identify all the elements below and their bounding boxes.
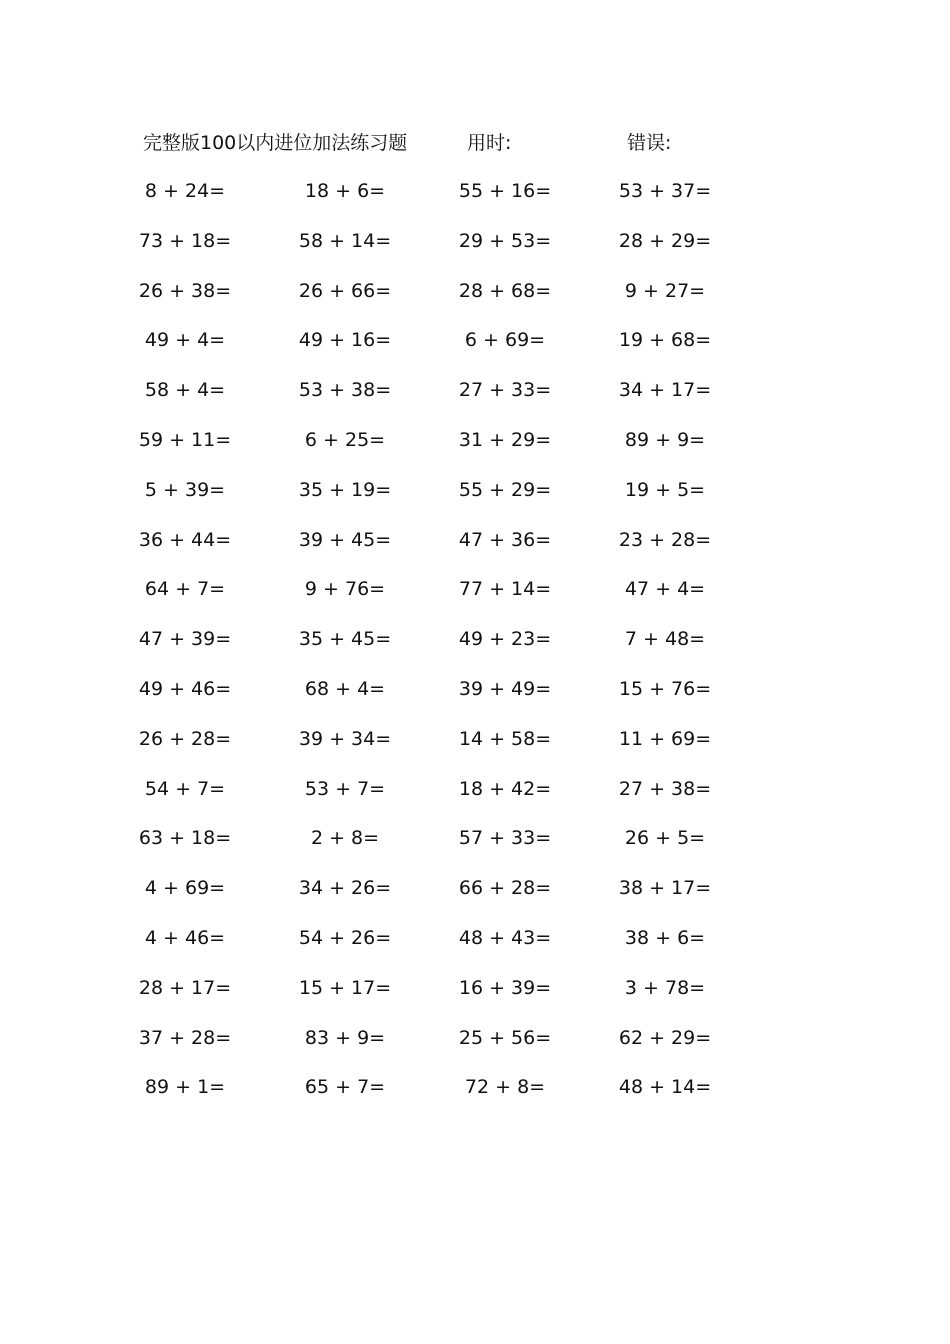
problem-item: 89 + 1= <box>144 1076 226 1099</box>
problem-grid <box>0 176 950 1122</box>
problem-row <box>0 525 950 575</box>
problem-row <box>0 923 950 973</box>
problem-item: 59 + 11= <box>138 428 232 451</box>
problem-item: 23 + 28= <box>618 528 712 551</box>
problem-item: 18 + 42= <box>458 777 552 800</box>
problem-item: 65 + 7= <box>304 1076 386 1099</box>
problem-item: 34 + 17= <box>618 379 712 402</box>
problem-item: 63 + 18= <box>138 827 232 850</box>
problem-item: 4 + 69= <box>144 877 226 900</box>
problem-item: 54 + 7= <box>144 777 226 800</box>
problem-item: 89 + 9= <box>624 428 706 451</box>
problem-item: 8 + 24= <box>144 180 226 202</box>
problem-item: 66 + 28= <box>458 877 552 900</box>
problem-row <box>0 425 950 475</box>
problem-item: 49 + 46= <box>138 677 232 700</box>
problem-item: 83 + 9= <box>304 1026 386 1049</box>
time-label: 用时: <box>467 132 512 154</box>
problem-item: 35 + 19= <box>298 478 392 501</box>
problem-item: 25 + 56= <box>458 1026 552 1049</box>
problem-item: 55 + 16= <box>458 180 552 202</box>
problem-row <box>0 226 950 276</box>
problem-item: 53 + 37= <box>618 180 712 202</box>
problem-row <box>0 276 950 326</box>
problem-row <box>0 1072 950 1122</box>
problem-item: 39 + 49= <box>458 677 552 700</box>
problem-row <box>0 724 950 774</box>
problem-item: 2 + 8= <box>310 827 380 850</box>
worksheet-title: 完整版100以内进位加法练习题 <box>143 132 408 154</box>
problem-item: 55 + 29= <box>458 478 552 501</box>
problem-item: 38 + 6= <box>624 926 706 949</box>
problem-item: 47 + 4= <box>624 578 706 601</box>
problem-item: 9 + 27= <box>624 279 706 302</box>
problem-row <box>0 774 950 824</box>
problem-item: 9 + 76= <box>304 578 386 601</box>
problem-item: 72 + 8= <box>464 1076 546 1099</box>
problem-item: 35 + 45= <box>298 628 392 651</box>
problem-item: 34 + 26= <box>298 877 392 900</box>
problem-item: 31 + 29= <box>458 428 552 451</box>
problem-item: 62 + 29= <box>618 1026 712 1049</box>
problem-item: 19 + 68= <box>618 329 712 352</box>
problem-item: 15 + 17= <box>298 976 392 999</box>
problem-item: 47 + 36= <box>458 528 552 551</box>
problem-item: 53 + 38= <box>298 379 392 402</box>
problem-row <box>0 674 950 724</box>
problem-item: 48 + 43= <box>458 926 552 949</box>
problem-item: 18 + 6= <box>304 180 386 202</box>
problem-row <box>0 574 950 624</box>
problem-row <box>0 873 950 923</box>
problem-item: 28 + 68= <box>458 279 552 302</box>
problem-item: 27 + 33= <box>458 379 552 402</box>
problem-item: 27 + 38= <box>618 777 712 800</box>
problem-item: 73 + 18= <box>138 229 232 252</box>
problem-item: 3 + 78= <box>624 976 706 999</box>
problem-item: 26 + 66= <box>298 279 392 302</box>
problem-item: 7 + 48= <box>624 628 706 651</box>
problem-row <box>0 973 950 1023</box>
problem-row <box>0 1023 950 1073</box>
problem-row <box>0 823 950 873</box>
problem-item: 36 + 44= <box>138 528 232 551</box>
problem-item: 39 + 45= <box>298 528 392 551</box>
problem-row <box>0 325 950 375</box>
problem-item: 68 + 4= <box>304 677 386 700</box>
problem-item: 53 + 7= <box>304 777 386 800</box>
problem-item: 6 + 25= <box>304 428 386 451</box>
problem-item: 28 + 17= <box>138 976 232 999</box>
problem-item: 26 + 5= <box>624 827 706 850</box>
problem-item: 37 + 28= <box>138 1026 232 1049</box>
problem-item: 4 + 46= <box>144 926 226 949</box>
problem-item: 48 + 14= <box>618 1076 712 1099</box>
problem-item: 64 + 7= <box>144 578 226 601</box>
problem-item: 49 + 4= <box>144 329 226 352</box>
problem-item: 11 + 69= <box>618 727 712 750</box>
problem-item: 14 + 58= <box>458 727 552 750</box>
problem-item: 26 + 38= <box>138 279 232 302</box>
problem-item: 54 + 26= <box>298 926 392 949</box>
problem-item: 47 + 39= <box>138 628 232 651</box>
problem-item: 58 + 4= <box>144 379 226 402</box>
problem-item: 6 + 69= <box>464 329 546 352</box>
problem-row <box>0 176 950 226</box>
problem-item: 49 + 23= <box>458 628 552 651</box>
problem-item: 57 + 33= <box>458 827 552 850</box>
problem-row <box>0 375 950 425</box>
problem-item: 15 + 76= <box>618 677 712 700</box>
errors-label: 错误: <box>627 132 672 154</box>
problem-item: 38 + 17= <box>618 877 712 900</box>
problem-item: 39 + 34= <box>298 727 392 750</box>
problem-item: 19 + 5= <box>624 478 706 501</box>
problem-row <box>0 475 950 525</box>
problem-item: 28 + 29= <box>618 229 712 252</box>
problem-item: 26 + 28= <box>138 727 232 750</box>
problem-item: 16 + 39= <box>458 976 552 999</box>
problem-item: 29 + 53= <box>458 229 552 252</box>
worksheet-header <box>0 128 950 158</box>
problem-item: 58 + 14= <box>298 229 392 252</box>
problem-item: 49 + 16= <box>298 329 392 352</box>
problem-item: 77 + 14= <box>458 578 552 601</box>
problem-row <box>0 624 950 674</box>
problem-item: 5 + 39= <box>144 478 226 501</box>
